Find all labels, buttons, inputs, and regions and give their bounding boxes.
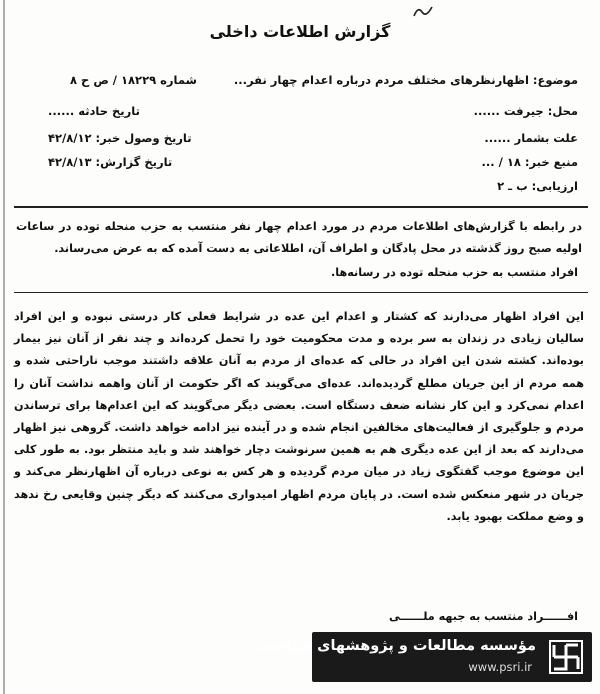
source-field: منبع خبر: ۱۸ / ... xyxy=(481,155,578,169)
subject-field: موضوع: اظهارنظرهای مختلف مردم درباره اعدام چهار نفر... xyxy=(233,73,578,87)
handwritten-mark-icon xyxy=(412,4,434,18)
publisher-name: مؤسسه مطالعات و پژوهشهای سیاسی xyxy=(257,638,536,654)
scan-edge-shadow xyxy=(3,0,5,694)
report-number: شماره ۱۸۲۲۹ / ص ح ۸ xyxy=(70,73,197,87)
closing-line: افــــــراد منتسب به جبهه ملــــــی xyxy=(388,610,578,623)
header-divider xyxy=(14,206,588,208)
report-date-field: تاریخ گزارش: ۴۲/۸/۱۳ xyxy=(48,155,173,169)
body-paragraph: این افراد اظهار می‌دارند که کشتار و اعدام این عده در شرایط فعلی کار درستی نبوده و این افراد سالیان زیادی در زندان به سر برده و مدت محکومیت خود را تحمل کرده‌اند و چند نفر از آنان نیز بیمار بوده‌اند. کشته شدن این افراد در حالی که عده‌ای از مردم به آنان علاقه داشتند موجب ناراحتی شده و همه مردم از این جریان مطلع گردیده‌اند. عده‌ای می‌گویند که اگر حکومت از آنان واهمه نداشت آنان را اعدام نمی‌کرد و این کار نشانه ضعف دستگاه است. بعضی دیگر می‌گویند که این اعدام‌ها برای ترساندن مردم و جلوگیری از فعالیت‌های مخالفین انجام شده و در آینده نیز ادامه خواهد داشت. گروهی نیز اظهار می‌دارند که بعد از این عده دیگری هم به همین سرنوشت دچار خواهند شد و باید منتظر بود. به طور کلی این موضوع موجب گفتگوی زیاد در میان مردم گردیده و هر کس به نوعی درباره آن اظهارنظر می‌کند و جریان در شهر منعکس شده است. در پایان مردم اظهار امیدواری می‌کنند که دیگر چنین وقایعی رخ ندهد و وضع مملکت بهبود یابد. xyxy=(14,310,584,523)
received-date-field: تاریخ وصول خبر: ۴۲/۸/۱۲ xyxy=(48,131,192,145)
publisher-url: www.psri.ir xyxy=(468,660,532,674)
event-date-field: تاریخ حادثه ...... xyxy=(48,104,140,118)
intro-note: افراد منتسب به حزب منحله توده در رسانه‌ها. xyxy=(331,266,578,279)
page-title: گزارش اطلاعات داخلی xyxy=(209,22,391,41)
evaluation-field: ارزیابی: ب ـ ۲ xyxy=(497,179,578,193)
intro-divider xyxy=(14,292,588,293)
location-field: محل: جیرفت ...... xyxy=(473,104,578,118)
swastika-emblem-icon xyxy=(548,639,584,675)
publisher-logo xyxy=(257,632,592,682)
source-type-field: علت بشمار ...... xyxy=(484,131,578,145)
intro-paragraph: در رابطه با گزارش‌های اطلاعات مردم در مورد اعدام چهار نفر منتسب به حزب منحله توده در ساعات اولیه صبح روز گذشته در محل پادگان و اطراف آن، اطلاعاتی به دست آمده که به عرض می‌رساند. xyxy=(16,220,582,256)
